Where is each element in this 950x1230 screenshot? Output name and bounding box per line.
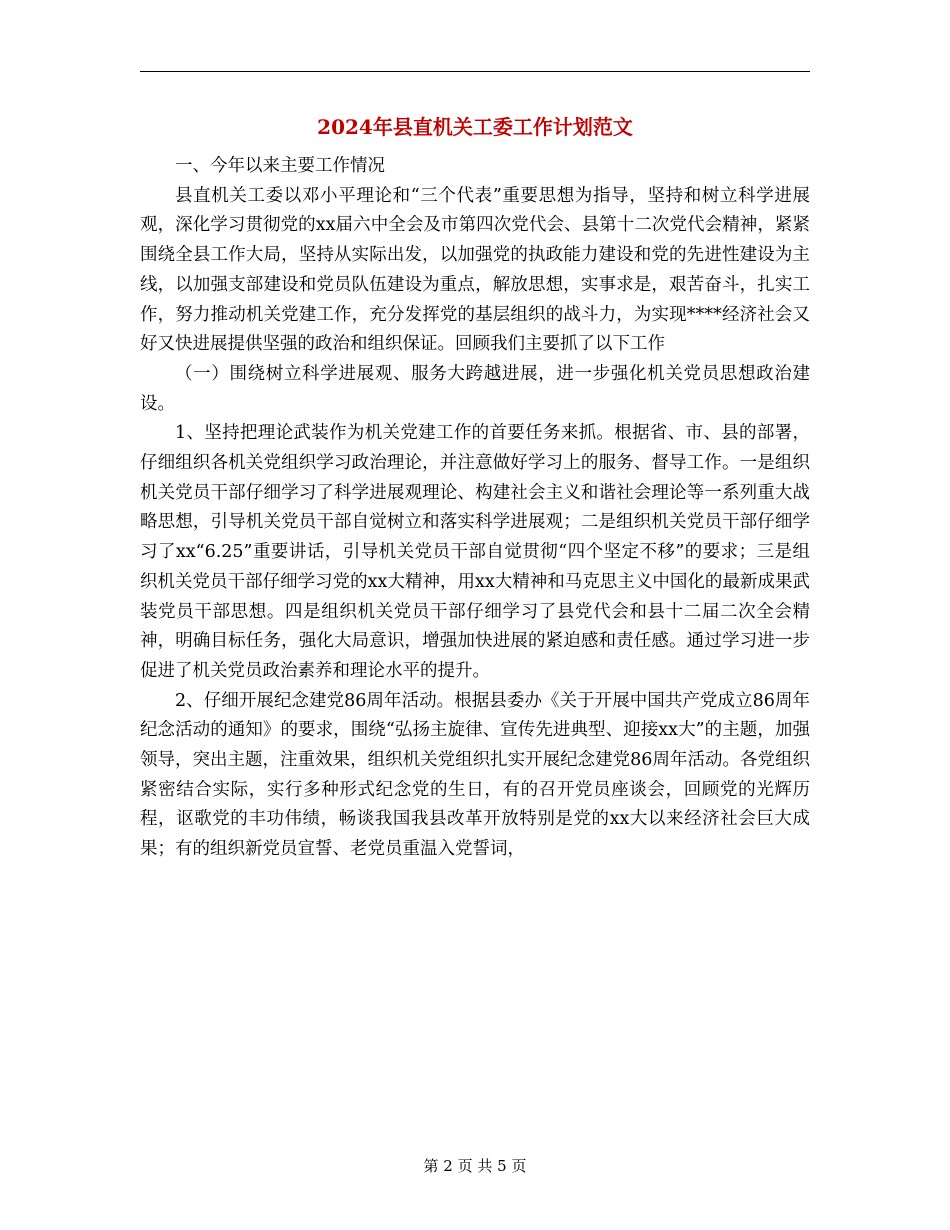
document-body (140, 152, 810, 865)
body-paragraph: 1、坚持把理论武装作为机关党建工作的首要任务来抓。根据省、市、县的部署，仔细组织各机关党组织学习政治理论，并注意做好学习上的服务、督导工作。一是组织机关党员干部仔细学习了科学进展观理论、构建社会主义和谐社会理论等一系列重大战略思想，引导机关党员干部自觉树立和落实科学进展观；二是组织机关党员干部仔细学习了xx“6.25”重要讲话，引导机关党员干部自觉贯彻“四个坚定不移”的要求；三是组织机关党员干部仔细学习党的xx大精神，用xx大精神和马克思主义中国化的最新成果武装党员干部思想。四是组织机关党员干部仔细学习了县党代会和县十二届二次全会精神，明确目标任务，强化大局意识，增强加快进展的紧迫感和责任感。通过学习进一步促进了机关党员政治素养和理论水平的提升。 (140, 423, 810, 681)
header-rule (140, 71, 810, 72)
body-paragraph: 2、仔细开展纪念建党86周年活动。根据县委办《关于开展中国共产党成立86周年纪念活动的通知》的要求，围绕“弘扬主旋律、宣传先进典型、迎接xx大”的主题，加强领导，突出主题，注重效果，组织机关党组织扎实开展纪念建党86周年活动。各党组织紧密结合实际，实行多种形式纪念党的生日，有的召开党员座谈会，回顾党的光辉历程，讴歌党的丰功伟绩，畅谈我国我县改革开放特别是党的xx大以来经济社会巨大成果；有的组织新党员宣誓、老党员重温入党誓词， (140, 690, 810, 860)
section-heading: 一、今年以来主要工作情况 (175, 156, 385, 176)
page-number-footer: 第 2 页 共 5 页 (423, 1157, 527, 1175)
subsection-heading: （一）围绕树立科学进展观、服务大跨越进展，进一步强化机关党员思想政治建设。 (140, 363, 810, 414)
document-title: 2024年县直机关工委工作计划范文 (317, 115, 633, 139)
body-paragraph: 县直机关工委以邓小平理论和“三个代表”重要思想为指导，坚持和树立科学进展观，深化学习贯彻党的xx届六中全会及市第四次党代会、县第十二次党代会精神，紧紧围绕全县工作大局，坚持从实际出发，以加强党的执政能力建设和党的先进性建设为主线，以加强支部建设和党员队伍建设为重点，解放思想，实事求是，艰苦奋斗，扎实工作，努力推动机关党建工作，充分发挥党的基层组织的战斗力，为实现****经济社会又好又快进展提供坚强的政治和组织保证。回顾我们主要抓了以下工作 (140, 185, 810, 355)
